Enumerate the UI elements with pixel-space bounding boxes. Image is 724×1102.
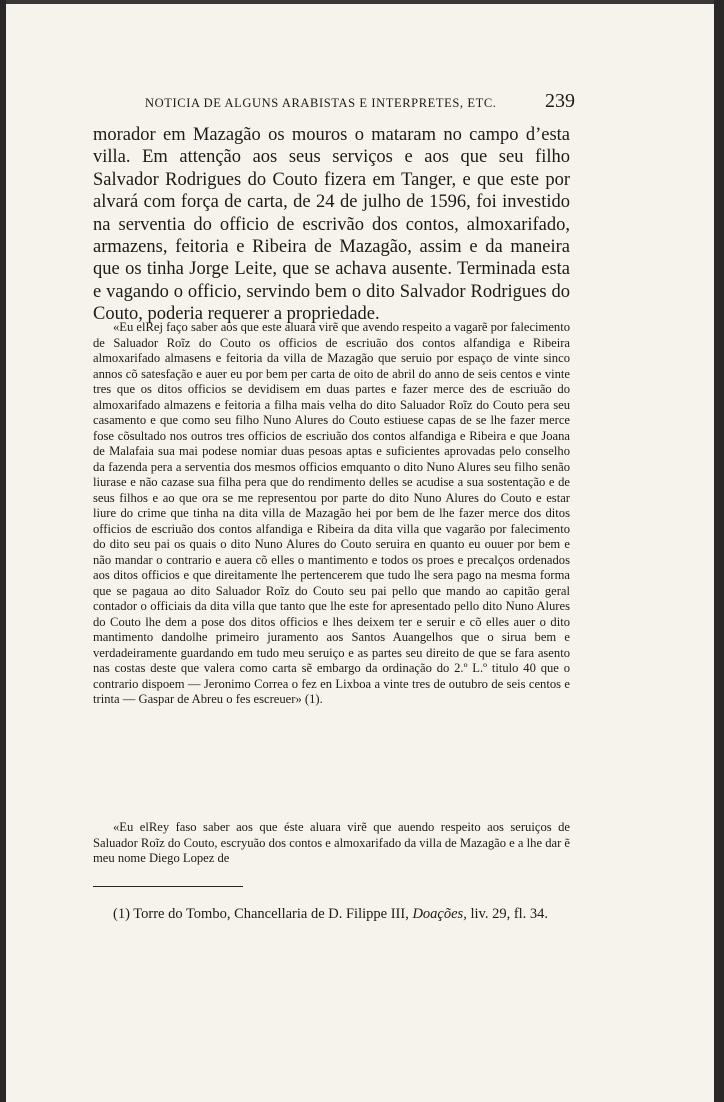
quoted-document-1: «Eu elRej faço saber aos que este aluara virẽ que avendo respeito a vagarẽ por falecimento de Saluador Roĩz do Couto os officios de escriuão dos contos alfandiga e Ribeira almoxarifado almasens e feitoria da villa de Mazagão que seruio por espaço de vinte sinco annos cõ satesfação e auer eu por bem per carta de oito de abril do anno de seis centos e vinte tres que os ditos officios se devidisem em duas partes e fazer merce des de escriuão do almoxarifado almazens e feitoria a filha mais velha do dito Saluador Roĩz do Couto pera seu casamento e que como seu filho Nuno Alures do Couto estiuese capas de se lhe fazer merce fose cõsultado nos outros tres officios de escriuão dos contos alfandiga e Ribeira e que Joana de Malafaia sua mai podese nomiar duas pesoas aptas e suficientes aprovadas pelo conselho da fazenda pera a serventia dos mesmos officios emquanto o dito Nuno Alures seu filho senão liurase e não cazase sua filha pera que do rendimento delles se acudise a sua sostentação e de seus filhos e ao que ora se me representou por parte do dito Nuno Alures do Couto e estar liure do crime que tinha na dita villa de Mazagão hei por bem de lhe fazer merce dos ditos officios de escriuão dos contos alfandiga e Ribeira da dita villa que vagarão por falecimento do dito seu pai os quais o dito Nuno Alures do Couto seruira en quanto eu ouuer por bem e não mandar o contrario e auera cõ elles o mantimento e todos os proes e precalços ordenados aos ditos officios e que direitamente lhe pertencerem que tudo lhe sera pago na mesma forma que se pagaua ao dito Saluador Roĩz do Couto seu pai pello que mando ao capitão geral contador o officiais da dita villa que tanto que lhe este for apresentado pello dito Nuno Alures do Couto lhe dem a pose dos ditos officios e lhes deixem ter e seruir e cõ elles auer o dito mantimento dandolhe primeiro juramento aos Santos Auangelhos que o sirua bem e verdadeiramente guardando em tudo meu seruiço e as partes seu direito de que se fara asento nas costas deste que valera como carta sẽ embargo da ordinação do 2.º L.º titulo 40 que o contrario dispoem — Jeronimo Correa o fez en Lixboa a vinte tres de outubro de seis centos e trinta — Gaspar de Abreu o fes escreuer» (1). <box>93 320 571 706</box>
footnote-text-end: liv. 29, fl. 34. <box>466 906 549 922</box>
running-head <box>145 90 575 113</box>
footnote-text: (1) Torre do Tombo, Chancellaria de D. Filippe III, <box>113 906 413 922</box>
quoted-document-2: «Eu elRey faso saber aos que éste aluara virẽ que auendo respeito aos seruiços de Saluador Roĩz do Couto, escryuão dos contos e almoxarifado da villa de Mazagão e a lhe dar ẽ meu nome Diego Lopez de <box>93 820 571 865</box>
footnote-italic: Doações, <box>412 906 467 922</box>
page-number: 239 <box>545 90 575 112</box>
scan-edge-right <box>714 0 724 1102</box>
running-head-title: NOTICIA DE ALGUNS ARABISTAS E INTERPRETES, ETC. <box>145 96 497 110</box>
body-paragraph: morador em Mazagão os mouros o mataram no campo d’esta villa. Em attenção aos seus serviços e aos que seu filho Salvador Rodrigues do Couto fizera em Tanger, e que este por alvará com força de carta, de 24 de julho de 1596, foi investido na serventia do officio de escrivão dos contos, almoxarifado, armazens, feitoria e Ribeira de Mazagão, assim e da maneira que os tinha Jorge Leite, que se achava ausente. Terminada esta e vagando o officio, servindo bem o dito Salvador Rodrigues do Couto, poderia requerer a propriedade. <box>93 125 570 325</box>
footnote-rule <box>93 886 243 887</box>
footnote <box>93 906 570 923</box>
